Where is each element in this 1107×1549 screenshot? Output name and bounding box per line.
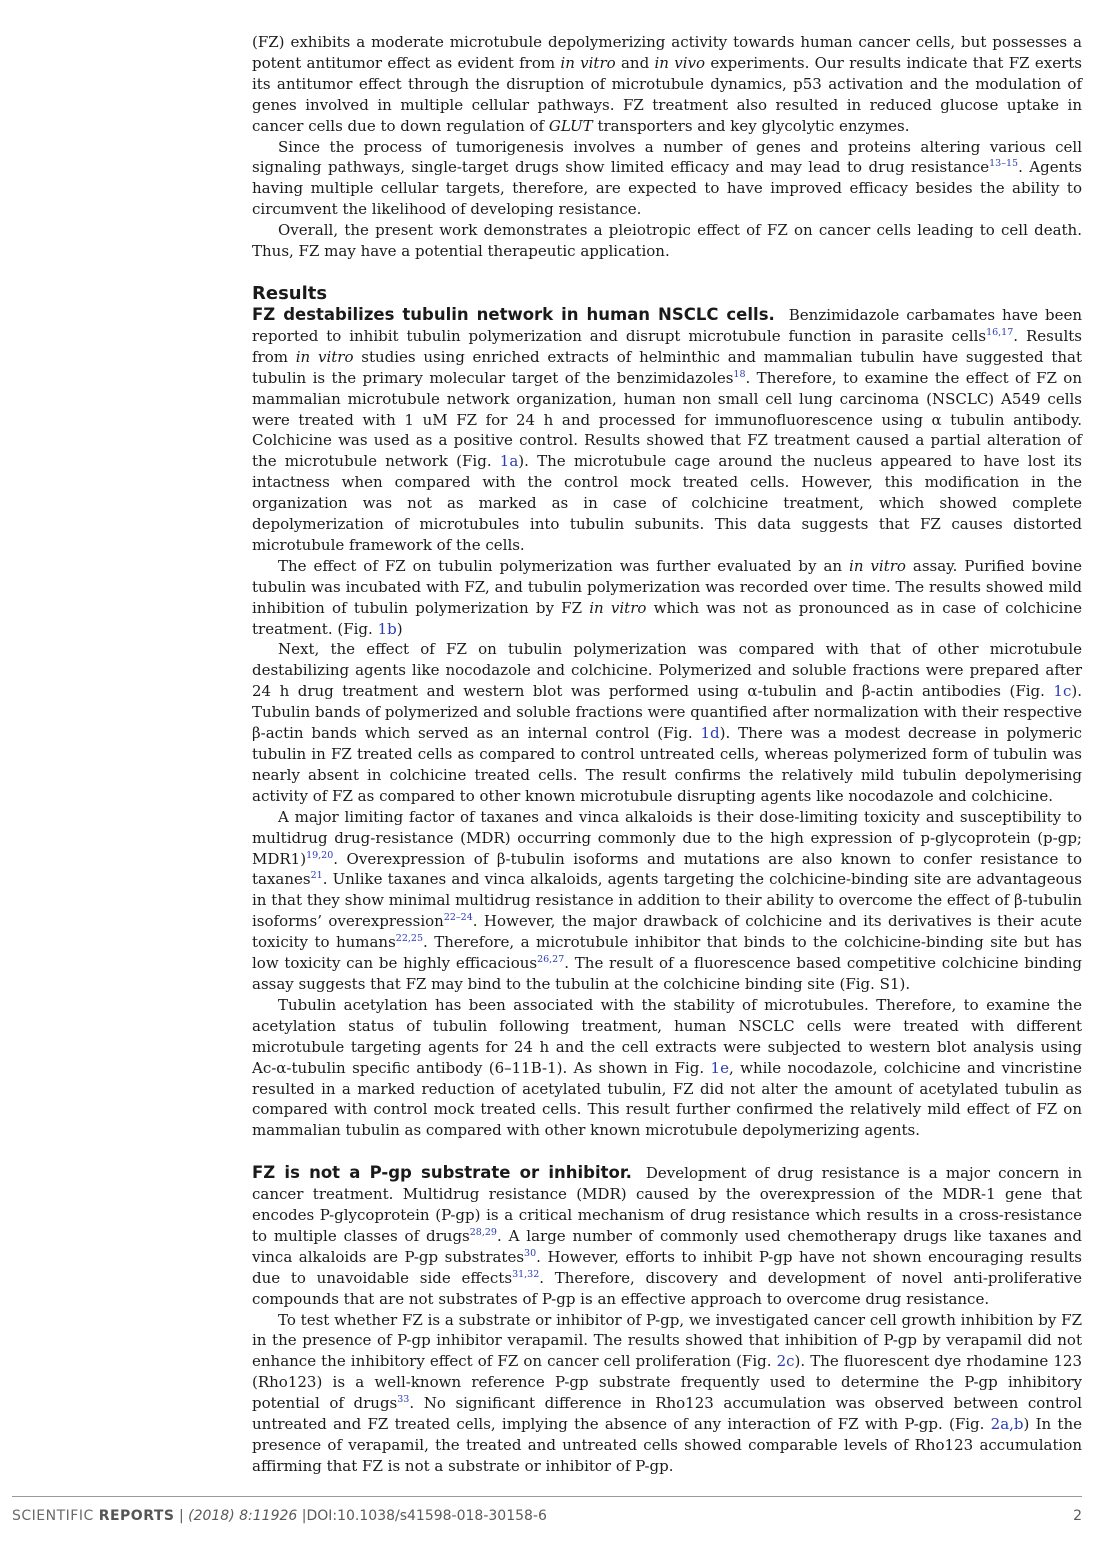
text-run: ) In the presence of verapamil, the treated and untreated cells showed comparable levels of Rho123 accumulation affirming that FZ is not a substrate or inhibitor of P-gp. <box>252 1415 1082 1475</box>
text-run: Development of drug resistance is a major concern in cancer treatment. Multidrug resistance (MDR) caused by the overexpression of the MDR-1 gene that encodes P-glycoprotein (P-gp) is a critical mechanism of drug resistance which results in a cross-resistance to multiple classes of drugs <box>252 1164 1082 1245</box>
citation-ref[interactable]: 22,25 <box>395 933 423 945</box>
article-body <box>252 32 1082 1477</box>
text-run: To test whether FZ is a substrate or inhibitor of P-gp, we investigated cancer cell growth inhibition by FZ in the presence of P-gp inhibitor verapamil. The results showed that inhibition of P-gp by verapamil did not enhance the inhibitory effect of FZ on cancer cell proliferation (Fig. <box>252 1310 1082 1371</box>
text-run: . No significant difference in Rho123 accumulation was observed between control untreated and FZ treated cells, implying the absence of any interaction of FZ with P-gp. (Fig. <box>252 1394 1082 1434</box>
page-footer: SCIENTIFIC REPORTS | (2018) 8:11926 |DOI:10.1038/s41598-018-30158-6 2 <box>12 1508 1082 1524</box>
text-run: (FZ) exhibits a moderate microtubule depolymerizing activity towards human cancer cells, but possesses a potent antitumor effect as evident from <box>252 33 1082 72</box>
text-run: Tubulin acetylation has been associated with the stability of microtubules. Therefore, to examine the acetylation status of tubulin following treatment, human NSCLC cells were treated with different microtubule targeting agents for 24 h and the cell extracts were subjected to western blot analysis using Ac-α-tubulin specific antibody (6–11B-1). As shown in Fig. <box>252 995 1082 1077</box>
figure-ref[interactable]: 1b <box>377 619 397 638</box>
figure-ref[interactable]: 2c <box>776 1352 795 1371</box>
results-paragraph <box>252 305 1082 556</box>
italic-text: in vitro <box>560 53 616 72</box>
italic-text: in vitro <box>295 347 354 366</box>
intro-paragraph <box>252 137 1082 221</box>
text-run: . Therefore, a microtubule inhibitor that binds to the colchicine-binding site but has low toxicity can be highly efficacious <box>252 933 1082 973</box>
results-paragraph <box>252 1310 1082 1477</box>
citation-ref[interactable]: 28,29 <box>469 1226 497 1238</box>
text-run: , while nocodazole, colchicine and vincristine resulted in a marked reduction of acetylated tubulin, FZ did not alter the amount of acetylated tubulin as compared with control mock treated cells. This result further confirmed the relatively mild effect of FZ on mammalian tubulin as compared with other known microtubule depolymerizing agents. <box>252 1058 1082 1140</box>
text-run: Benzimidazole carbamates have been reported to inhibit tubulin polymerization and disrupt microtubule function in parasite cells <box>252 305 1082 345</box>
figure-ref[interactable]: 1d <box>700 724 720 743</box>
results-paragraph <box>252 639 1082 806</box>
text-run: A major limiting factor of taxanes and vinca alkaloids is their dose-limiting toxicity and susceptibility to multidrug drug-resistance (MDR) occurring commonly due to the high expression of p-glycoprotein (p-gp; MDR1) <box>252 807 1082 868</box>
citation: (2018) 8:11926 <box>188 1508 298 1524</box>
text-run: . Therefore, discovery and development of novel anti-proliferative compounds that are not substrates of P-gp is an effective approach to overcome drug resistance. <box>252 1268 1083 1308</box>
intro-paragraph <box>252 32 1082 137</box>
text-run: . Overexpression of β-tubulin isoforms and mutations are also known to confer resistance to taxanes <box>252 849 1082 889</box>
text-run: Overall, the present work demonstrates a pleiotropic effect of FZ on cancer cells leading to cell death. Thus, FZ may have a potential therapeutic application. <box>252 221 1082 261</box>
citation-ref[interactable]: 33 <box>397 1394 410 1406</box>
text-run: ). The microtubule cage around the nucleus appeared to have lost its intactness when compared with the control mock treated cells. However, this modification in the organization was not as marked as in case of colchicine treatment, which showed complete depolymerization of microtubules into tubulin subunits. This data suggests that FZ causes distorted microtubule framework of the cells. <box>252 452 1082 554</box>
citation-ref[interactable]: 19,20 <box>306 849 334 861</box>
text-run: transporters and key glycolytic enzymes. <box>592 116 910 135</box>
citation-ref[interactable]: 30 <box>524 1247 537 1259</box>
results-paragraph <box>252 995 1082 1141</box>
text-run: Next, the effect of FZ on tubulin polymerization was compared with that of other microtubule destabilizing agents like nocodazole and colchicine. Polymerized and soluble fractions were prepared after 24 h drug treatment and western blot was performed using α-tubulin and β-actin antibodies (Fig. <box>252 640 1082 701</box>
text-run: ) <box>396 619 403 638</box>
results-paragraph <box>252 807 1082 995</box>
citation-ref[interactable]: 16,17 <box>986 326 1014 338</box>
text-run: ). Tubulin bands of polymerized and soluble fractions were quantified after normalization with their respective β-actin bands which served as an internal control (Fig. <box>252 682 1082 743</box>
text-run: . Unlike taxanes and vinca alkaloids, agents targeting the colchicine-binding site are advantageous in that they show minimal multidrug resistance in addition to their ability to overcome the effect of β-tubulin isoforms’ overexpression <box>252 870 1082 931</box>
text-run: . A large number of commonly used chemotherapy drugs like taxanes and vinca alkaloids are P-gp substrates <box>252 1226 1083 1266</box>
subsection-title: FZ is not a P-gp substrate or inhibitor. <box>252 1163 632 1183</box>
citation-ref[interactable]: 21 <box>310 870 323 882</box>
citation-ref[interactable]: 18 <box>733 368 746 380</box>
italic-text: in vitro <box>849 556 906 575</box>
citation-ref[interactable]: 26,27 <box>537 954 565 966</box>
text-run: . However, efforts to inhibit P-gp have not shown encouraging results due to unavoidable side effects <box>252 1247 1082 1287</box>
figure-ref[interactable]: 2a,b <box>990 1415 1024 1434</box>
text-run: . However, the major drawback of colchicine and its derivatives is their acute toxicity to humans <box>252 912 1082 952</box>
text-run: and <box>615 53 655 72</box>
figure-ref[interactable]: 1e <box>710 1058 729 1077</box>
citation-ref[interactable]: 31,32 <box>512 1268 540 1280</box>
figure-ref[interactable]: 1c <box>1053 682 1072 701</box>
results-paragraph <box>252 1163 1082 1309</box>
text-run: studies using enriched extracts of helminthic and mammalian tubulin have suggested that tubulin is the primary molecular target of the benzimidazoles <box>252 347 1083 387</box>
italic-text: GLUT <box>548 116 593 135</box>
text-run: . The result of a fluorescence based competitive colchicine binding assay suggests that FZ may bind to the tubulin at the colchicine binding site (Fig. S1). <box>252 954 1082 993</box>
text-run: experiments. Our results indicate that FZ exerts its antitumor effect through the disruption of microtubule dynamics, p53 activation and the modulation of genes involved in multiple cellular pathways. FZ treatment also resulted in reduced glucose uptake in cancer cells due to down regulation of <box>252 53 1082 135</box>
results-paragraph <box>252 556 1082 640</box>
text-run: assay. Purified bovine tubulin was incubated with FZ, and tubulin polymerization was recorded over time. The results showed mild inhibition of tubulin polymerization by FZ <box>252 556 1082 617</box>
text-run: . Agents having multiple cellular targets, therefore, are expected to have improved efficacy besides the ability to circumvent the likelihood of developing resistance. <box>252 158 1083 219</box>
text-run: The effect of FZ on tubulin polymerization was further evaluated by an <box>278 556 850 575</box>
footer-divider <box>12 1496 1082 1497</box>
citation-ref[interactable]: 13–15 <box>989 158 1019 170</box>
journal-name: SCIENTIFIC REPORTS <box>12 1508 175 1524</box>
text-run: ). The fluorescent dye rhodamine 123 (Rho123) is a well-known reference P-gp substrate frequently used to determine the P-gp inhibitory potential of drugs <box>252 1352 1082 1413</box>
italic-text: in vitro <box>589 598 647 617</box>
text-run: ). There was a modest decrease in polymeric tubulin in FZ treated cells as compared to control untreated cells, whereas polymerized form of tubulin was nearly absent in colchicine treated cells. The result confirms the relatively mild tubulin depolymerising activity of FZ as compared to other known microtubule disrupting agents like nocodazole and colchicine. <box>252 724 1082 805</box>
text-run: Since the process of tumorigenesis involves a number of genes and proteins altering various cell signaling pathways, single-target drugs show limited efficacy and may lead to drug resistance <box>252 137 1082 177</box>
italic-text: in vivo <box>654 53 706 72</box>
section-heading-results: Results <box>252 282 328 304</box>
intro-paragraph <box>252 220 1082 262</box>
page-number: 2 <box>1073 1508 1082 1524</box>
text-run: which was not as pronounced as in case of colchicine treatment. (Fig. <box>252 598 1082 638</box>
figure-ref[interactable]: 1a <box>499 452 519 471</box>
doi: |DOI:10.1038/s41598-018-30158-6 <box>297 1508 547 1524</box>
subsection-title: FZ destabilizes tubulin network in human NSCLC cells. <box>252 304 775 324</box>
text-run: . Results from <box>252 326 1082 366</box>
citation-ref[interactable]: 22–24 <box>443 912 473 924</box>
text-run: . Therefore, to examine the effect of FZ on mammalian microtubule network organization, human non small cell lung carcinoma (NSCLC) A549 cells were treated with 1 uM FZ for 24 h and processed for immunofluorescence using α tubulin antibody. Colchicine was used as a positive control. Results showed that FZ treatment caused a partial alteration of the microtubule network (Fig. <box>252 368 1083 471</box>
